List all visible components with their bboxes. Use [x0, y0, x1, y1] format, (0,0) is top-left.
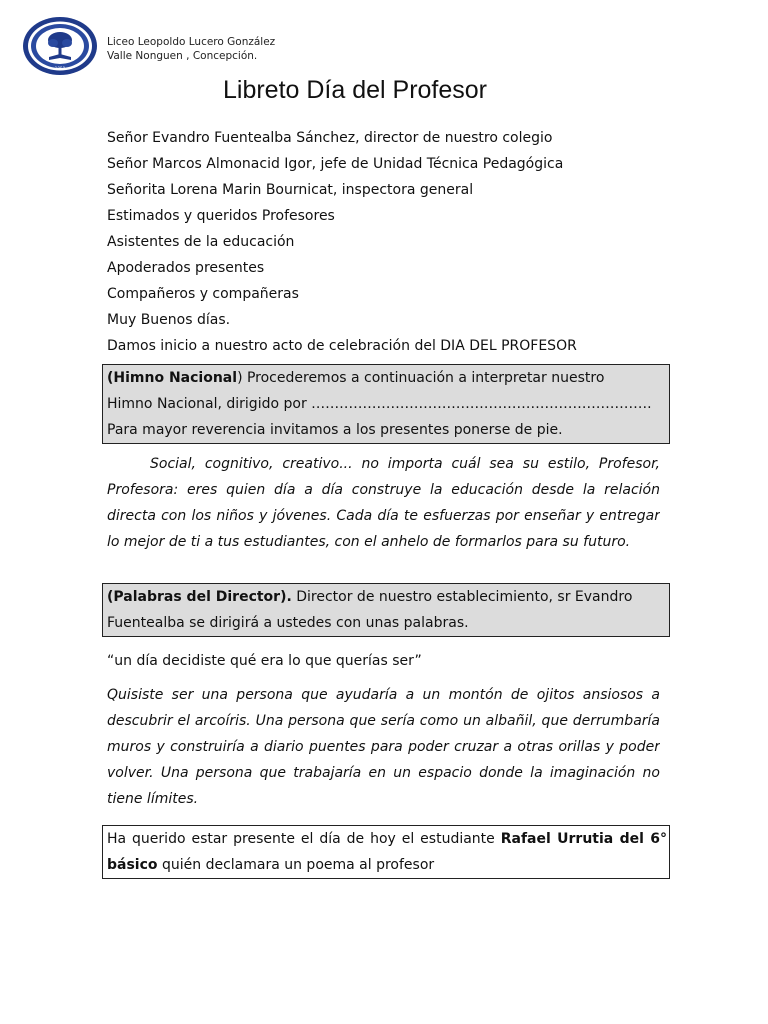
- school-name: Liceo Leopoldo Lucero González: [107, 36, 276, 48]
- director-line-1-text: Director de nuestro establecimiento, sr Evandro: [291, 589, 633, 605]
- himno-nacional-box: [102, 364, 670, 444]
- estudiante-line-1: [107, 826, 667, 852]
- estudiante-poema-box: [102, 825, 670, 879]
- himno-line-2: Himno Nacional, dirigido por ……………………………………………………………….: [107, 396, 652, 412]
- himno-line-1-text: ) Procederemos a continuación a interpretar nuestro: [237, 370, 605, 386]
- paragraph-line: volver. Una persona que trabajaría en un espacio donde la imaginación no: [107, 765, 660, 781]
- student-grade: básico: [107, 857, 158, 873]
- greeting-line: Asistentes de la educación: [107, 234, 295, 250]
- paragraph-profesor: [107, 451, 660, 555]
- paragraph-line: tiene límites.: [107, 791, 199, 807]
- greeting-line: Apoderados presentes: [107, 260, 265, 276]
- greeting-line: Estimados y queridos Profesores: [107, 208, 335, 224]
- paragraph-line: Quisiste ser una persona que ayudaría a un montón de ojitos ansiosos a: [107, 687, 660, 703]
- paragraph-line: descubrir el arcoíris. Una persona que sería como un albañil, que derrumbaría: [107, 713, 660, 729]
- school-location: Valle Nonguen , Concepción.: [107, 49, 258, 62]
- school-seal-logo: [22, 16, 98, 76]
- paragraph-line: Social, cognitivo, creativo... no importa cuál sea su estilo, Profesor,: [150, 456, 660, 472]
- paragraph-line: lo mejor de ti a tus estudiantes, con el anhelo de formarlos para su futuro.: [107, 534, 631, 550]
- himno-line-1: [107, 365, 667, 391]
- school-header: [107, 36, 275, 63]
- paragraph-quisiste: [107, 682, 660, 812]
- greeting-line: Damos inicio a nuestro acto de celebración del DIA DEL PROFESOR: [107, 338, 577, 354]
- palabras-director-box: [102, 583, 670, 637]
- himno-label: (Himno Nacional: [107, 370, 238, 386]
- director-line-2: Fuentealba se dirigirá a ustedes con unas palabras.: [107, 615, 469, 631]
- greeting-line: Señorita Lorena Marin Bournicat, inspectora general: [107, 182, 474, 198]
- greeting-line: Muy Buenos días.: [107, 312, 231, 328]
- estudiante-line-2: [107, 852, 667, 878]
- student-name: Rafael Urrutia del 6°: [500, 831, 668, 847]
- greeting-line: Señor Evandro Fuentealba Sánchez, director de nuestro colegio: [107, 130, 553, 146]
- director-line-1: [107, 584, 667, 610]
- logo-year: 1958: [54, 66, 66, 71]
- director-label: (Palabras del Director).: [107, 589, 292, 605]
- himno-line-3: Para mayor reverencia invitamos a los presentes ponerse de pie.: [107, 422, 563, 438]
- greeting-line: Señor Marcos Almonacid Igor, jefe de Unidad Técnica Pedagógica: [107, 156, 564, 172]
- estudiante-line-1-text: Ha querido estar presente el día de hoy el estudiante: [107, 831, 501, 847]
- greeting-line: Compañeros y compañeras: [107, 286, 299, 302]
- quote-line: “un día decidiste qué era lo que querías ser”: [107, 653, 422, 669]
- paragraph-line: muros y construiría a diario puentes para poder cruzar a otras orillas y poder: [107, 739, 660, 755]
- estudiante-line-2-text: quién declamara un poema al profesor: [157, 857, 435, 873]
- paragraph-line: directa con los niños y jóvenes. Cada día te esfuerzas por enseñar y entregar: [107, 508, 660, 524]
- paragraph-line: Profesora: eres quien día a día construye la educación desde la relación: [107, 482, 660, 498]
- page-title: Libreto Día del Profesor: [222, 76, 488, 104]
